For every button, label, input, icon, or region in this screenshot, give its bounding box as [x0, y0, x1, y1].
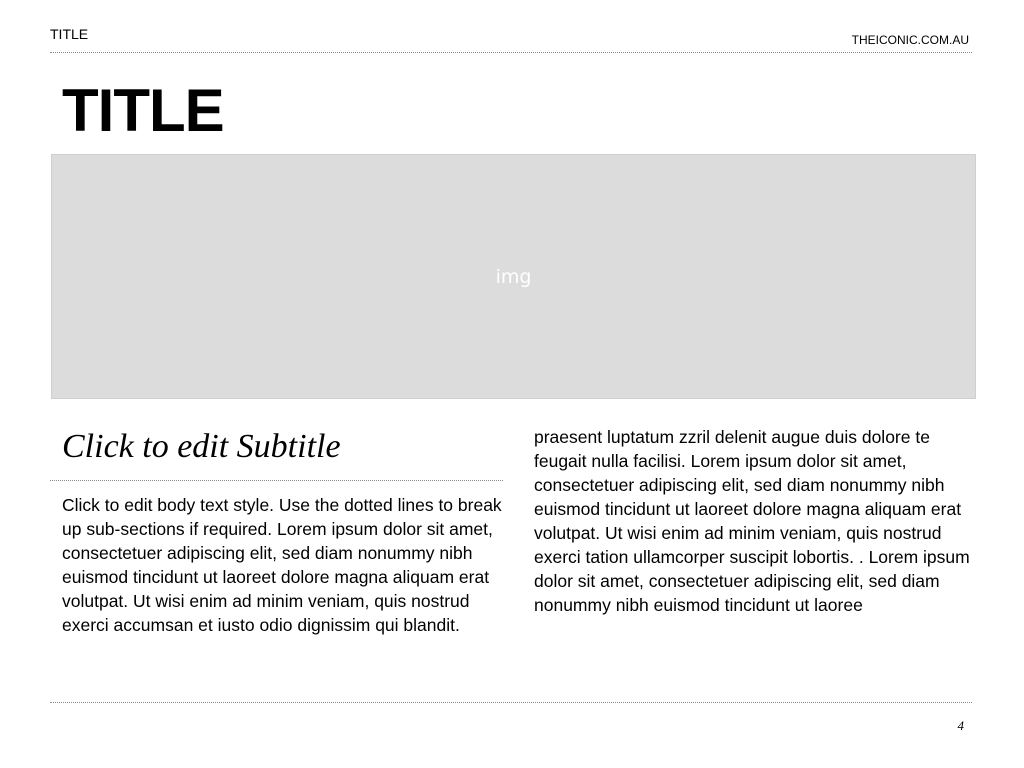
slide-title[interactable]: TITLE	[62, 77, 224, 144]
header-title-label: TITLE	[50, 26, 89, 42]
body-text-left[interactable]: Click to edit body text style. Use the dotted lines to break up sub-sections if required. Lorem ipsum dolor sit amet, consectetuer adipiscing elit, sed diam nonummy nibh euismod tincidunt ut laoreet dolore magna aliquam erat volutpat. Ut wisi enim ad minim veniam, quis nostrud exerci accumsan et iusto odio dignissim qui blandit.	[62, 495, 502, 635]
image-placeholder-label: img	[495, 265, 532, 288]
subtitle-divider	[50, 480, 503, 481]
header-divider	[50, 52, 972, 53]
footer-divider	[50, 702, 972, 703]
image-placeholder[interactable]	[51, 154, 976, 399]
page-number: 4	[957, 718, 964, 733]
subtitle-text[interactable]: Click to edit Subtitle	[62, 428, 341, 465]
header-site-label: THEICONIC.COM.AU	[851, 33, 969, 47]
body-text-right[interactable]: praesent luptatum zzril delenit augue duis dolore te feugait nulla facilisi. Lorem ipsum dolor sit amet, consectetuer adipiscing elit, sed diam nonummy nibh euismod tincidunt ut laoreet dolore magna aliquam erat volutpat. Ut wisi enim ad minim veniam, quis nostrud exerci tation ullamcorper suscipit lobortis. . Lorem ipsum dolor sit amet, consectetuer adipiscing elit, sed diam nonummy nibh euismod tincidunt ut laoree	[534, 427, 970, 615]
